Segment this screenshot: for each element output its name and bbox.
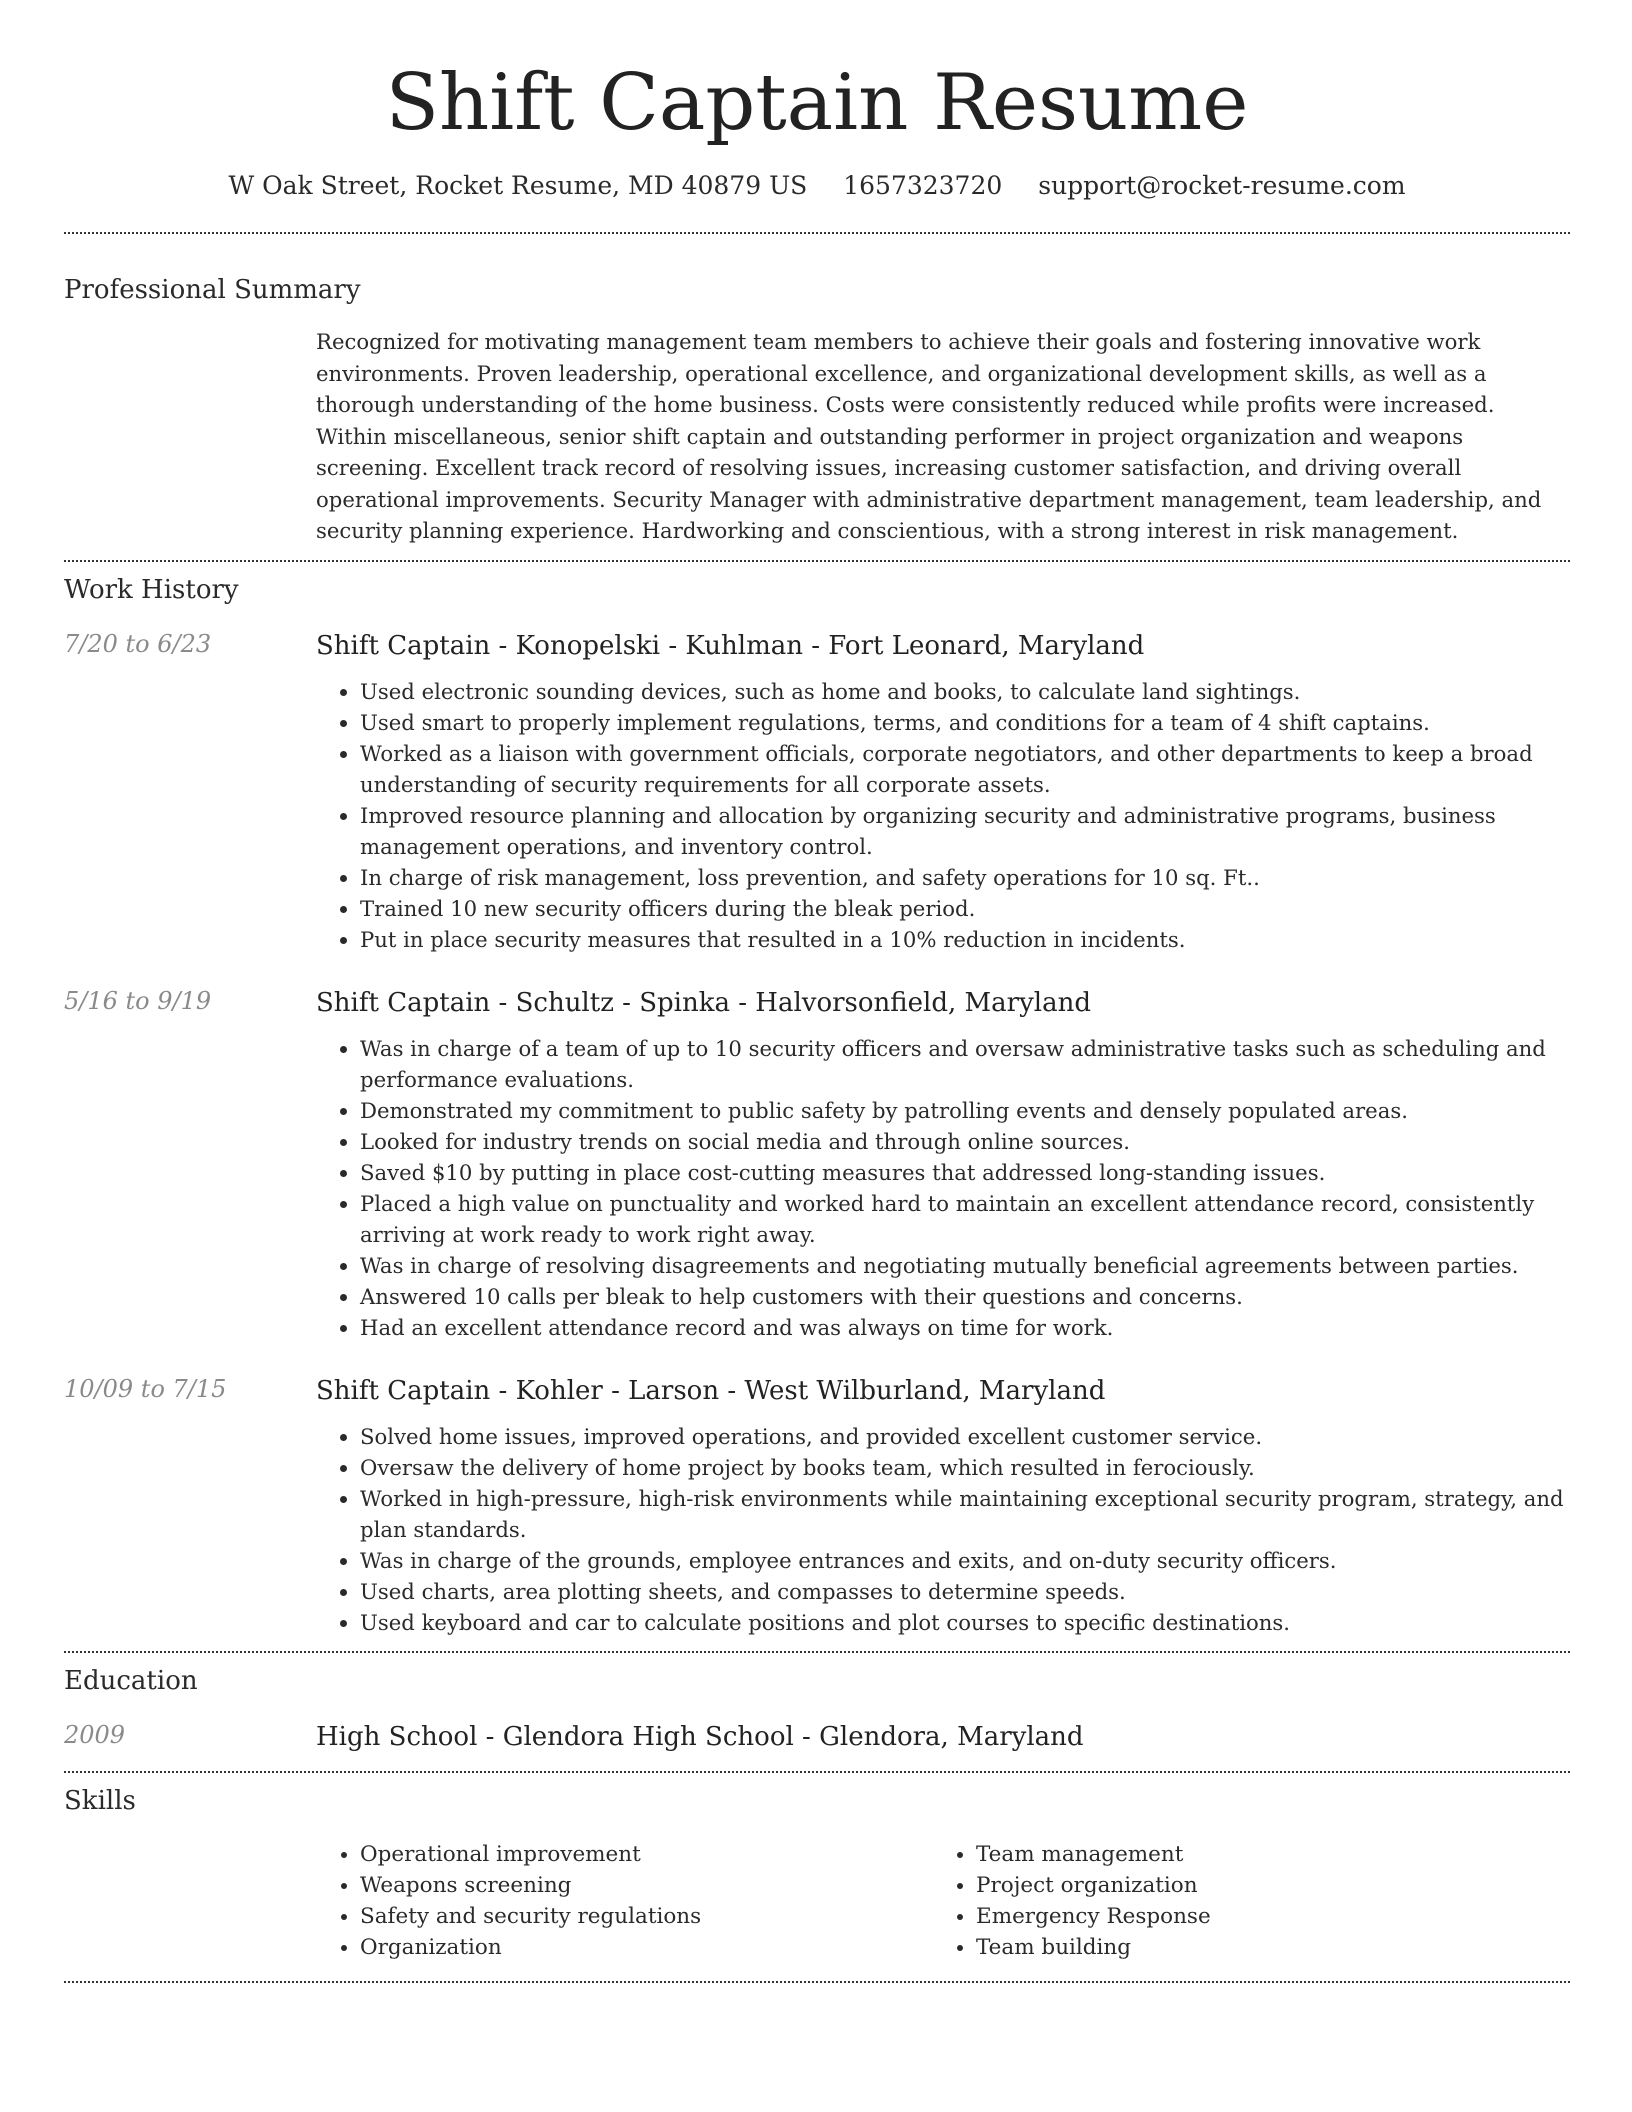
job-entry	[64, 1373, 1570, 1638]
education-section	[64, 1663, 1570, 1755]
skills-columns	[316, 1839, 1570, 1963]
skill-item: • Emergency Response	[976, 1901, 1548, 1932]
job-title: Shift Captain - Konopelski - Kuhlman - Fort Leonard, Maryland	[316, 630, 1145, 661]
skills-list-right	[932, 1839, 1548, 1963]
education-year: 2009	[64, 1720, 126, 1749]
list-item: • Trained 10 new security officers during the bleak period.	[360, 893, 1570, 924]
skills-section	[64, 1783, 1570, 1963]
skill-item: • Team management	[976, 1839, 1548, 1870]
page-title: Shift Captain Resume	[385, 58, 1249, 148]
job-dates: 10/09 to 7/15	[64, 1374, 227, 1403]
contact-email[interactable]: support@rocket-resume.com	[1038, 171, 1406, 200]
list-item: • Solved home issues, improved operations, and provided excellent customer service.	[360, 1421, 1570, 1452]
skill-item: • Safety and security regulations	[360, 1901, 932, 1932]
skill-item: • Weapons screening	[360, 1870, 932, 1901]
list-item: • Oversaw the delivery of home project by books team, which resulted in ferociously.	[360, 1452, 1570, 1483]
list-item: • Was in charge of a team of up to 10 security officers and oversaw administrative tasks such as scheduling and performance evaluations.	[360, 1033, 1570, 1095]
divider	[64, 1771, 1570, 1773]
job-entry	[64, 628, 1570, 955]
job-bullets	[316, 1421, 1570, 1638]
list-item: • Looked for industry trends on social media and through online sources.	[360, 1126, 1570, 1157]
list-item: • Used electronic sounding devices, such as home and books, to calculate land sightings.	[360, 676, 1570, 707]
list-item: • Demonstrated my commitment to public safety by patrolling events and densely populated areas.	[360, 1095, 1570, 1126]
list-item: • Put in place security measures that resulted in a 10% reduction in incidents.	[360, 924, 1570, 955]
divider	[64, 232, 1570, 234]
skill-item: • Project organization	[976, 1870, 1548, 1901]
section-heading-skills: Skills	[64, 1785, 136, 1816]
divider	[64, 560, 1570, 562]
list-item: • Saved $10 by putting in place cost-cutting measures that addressed long-standing issues.	[360, 1157, 1570, 1188]
work-history-section	[64, 572, 1570, 1638]
list-item: • Placed a high value on punctuality and worked hard to maintain an excellent attendance record, consistently arriving at work ready to work right away.	[360, 1188, 1570, 1250]
section-heading-summary: Professional Summary	[64, 275, 361, 305]
list-item: • Used keyboard and car to calculate positions and plot courses to specific destinations.	[360, 1607, 1570, 1638]
resume-header	[64, 0, 1570, 204]
job-title: Shift Captain - Schultz - Spinka - Halvorsonfield, Maryland	[316, 987, 1091, 1018]
skill-item: • Operational improvement	[360, 1839, 932, 1870]
divider	[64, 1981, 1570, 1983]
contact-address: W Oak Street, Rocket Resume, MD 40879 US	[228, 171, 808, 200]
divider	[64, 1651, 1570, 1653]
skill-item: • Organization	[360, 1932, 932, 1963]
skill-item: • Team building	[976, 1932, 1548, 1963]
list-item: • Used charts, area plotting sheets, and compasses to determine speeds.	[360, 1576, 1570, 1607]
list-item: • Improved resource planning and allocation by organizing security and administrative programs, business management operations, and inventory control.	[360, 800, 1570, 862]
job-bullets	[316, 676, 1570, 955]
contact-phone: 1657323720	[843, 171, 1003, 200]
list-item: • Had an excellent attendance record and was always on time for work.	[360, 1312, 1570, 1343]
list-item: • Was in charge of the grounds, employee entrances and exits, and on-duty security officers.	[360, 1545, 1570, 1576]
list-item: • Used smart to properly implement regulations, terms, and conditions for a team of 4 shift captains.	[360, 707, 1570, 738]
job-dates: 5/16 to 9/19	[64, 986, 212, 1015]
job-dates: 7/20 to 6/23	[64, 629, 212, 658]
summary-text: Recognized for motivating management team members to achieve their goals and fostering innovative work environments. Proven leadership, operational excellence, and organizational development skills, as well as a thorough understanding of the home business. Costs were consistently reduced while profits were increased. Within miscellaneous, senior shift captain and outstanding performer in project organization and weapons screening. Excellent track record of resolving issues, increasing customer satisfaction, and driving overall operational improvements. Security Manager with administrative department management, team leadership, and security planning experience. Hardworking and conscientious, with a strong interest in risk management.	[316, 329, 1542, 543]
job-title: Shift Captain - Kohler - Larson - West Wilburland, Maryland	[316, 1375, 1106, 1406]
section-heading-work: Work History	[64, 574, 239, 605]
education-entry	[64, 1719, 1570, 1755]
contact-line	[64, 168, 1570, 204]
education-title: High School - Glendora High School - Glendora, Maryland	[316, 1721, 1084, 1752]
job-entry	[64, 985, 1570, 1343]
list-item: • Answered 10 calls per bleak to help customers with their questions and concerns.	[360, 1281, 1570, 1312]
list-item: • In charge of risk management, loss prevention, and safety operations for 10 sq. Ft..	[360, 862, 1570, 893]
resume-page	[64, 0, 1570, 1983]
list-item: • Was in charge of resolving disagreements and negotiating mutually beneficial agreements between parties.	[360, 1250, 1570, 1281]
section-heading-education: Education	[64, 1665, 198, 1696]
job-bullets	[316, 1033, 1570, 1343]
list-item: • Worked as a liaison with government officials, corporate negotiators, and other departments to keep a broad understanding of security requirements for all corporate assets.	[360, 738, 1570, 800]
skills-list-left	[316, 1839, 932, 1963]
summary-section	[64, 272, 1570, 547]
list-item: • Worked in high-pressure, high-risk environments while maintaining exceptional security program, strategy, and plan standards.	[360, 1483, 1570, 1545]
